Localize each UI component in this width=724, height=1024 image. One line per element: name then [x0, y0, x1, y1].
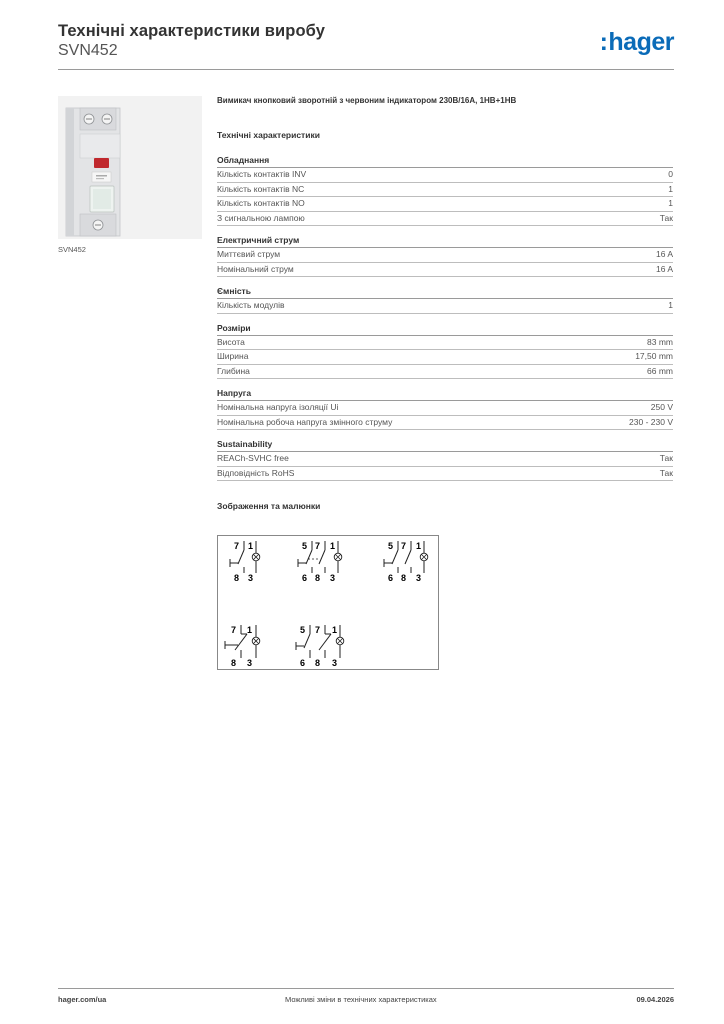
- change-notice: Можливі зміни в технічних характеристиках: [285, 995, 437, 1004]
- section-title: Обладнання: [217, 155, 673, 168]
- terminal-label: 3: [332, 658, 338, 668]
- spec-row: [217, 467, 673, 482]
- terminal-label: 3: [248, 573, 254, 583]
- spec-row: [217, 416, 673, 431]
- terminal-label: 6: [302, 573, 308, 583]
- spec-section-sustainability: [217, 439, 673, 481]
- spec-label: Кількість контактів NC: [217, 183, 305, 194]
- terminal-label: 1: [332, 625, 338, 635]
- spec-row: [217, 336, 673, 351]
- terminal-label: 8: [231, 658, 237, 668]
- logo-text: hager: [608, 28, 674, 56]
- spec-section-current: [217, 235, 673, 277]
- terminal-label: 8: [315, 573, 321, 583]
- spec-label: Номінальний струм: [217, 263, 294, 274]
- product-description: Вимикач кнопковий зворотній з червоним індикатором 230В/16А, 1НВ+1НВ: [217, 96, 517, 105]
- terminal-label: 8: [315, 658, 321, 668]
- section-title: Sustainability: [217, 439, 673, 452]
- spec-label: Кількість модулів: [217, 300, 285, 310]
- terminal-label: 8: [401, 573, 407, 583]
- terminal-label: 8: [234, 573, 240, 583]
- terminal-label: 7: [315, 541, 321, 551]
- spec-row: [217, 248, 673, 263]
- diagram-5: [296, 625, 344, 668]
- spec-value: 250 V: [650, 402, 673, 412]
- technical-specs-heading: Технічні характеристики: [217, 130, 320, 140]
- terminal-label: 3: [247, 658, 253, 668]
- product-code: SVN452: [58, 42, 118, 59]
- spec-label: Номінальна напруга ізоляції Ui: [217, 402, 339, 412]
- spec-value: 83 mm: [647, 336, 673, 347]
- terminal-label: 1: [248, 541, 254, 551]
- spec-label: Кількість контактів INV: [217, 169, 307, 179]
- spec-value: 1: [668, 300, 673, 310]
- spec-section-voltage: [217, 388, 673, 430]
- terminal-label: 1: [330, 541, 336, 551]
- terminal-label: 7: [234, 541, 240, 551]
- spec-label: Миттєвий струм: [217, 249, 281, 259]
- red-indicator: [94, 158, 109, 168]
- spec-value: Так: [659, 467, 673, 478]
- spec-row: [217, 263, 673, 278]
- spec-label: REACh-SVHC free: [217, 453, 289, 463]
- section-title: Розміри: [217, 323, 673, 336]
- spec-value: 66 mm: [647, 365, 673, 376]
- spec-label: Номінальна робоча напруга змінного струму: [217, 416, 393, 427]
- spec-row: [217, 365, 673, 380]
- page-header: [58, 22, 674, 70]
- hager-logo: :hager: [599, 28, 674, 56]
- document-date: 09.04.2026: [636, 995, 674, 1004]
- spec-section-equipment: [217, 155, 673, 226]
- diagram-1: [230, 541, 260, 583]
- spec-label: Відповідність RoHS: [217, 467, 295, 478]
- spec-label: Кількість контактів NO: [217, 198, 305, 208]
- diagram-3: [384, 541, 428, 583]
- terminal-label: 7: [315, 625, 321, 635]
- footer-divider: [58, 988, 674, 989]
- spec-label: З сигнальною лампою: [217, 212, 305, 223]
- spec-label: Ширина: [217, 351, 249, 361]
- website-link[interactable]: hager.com/ua: [58, 995, 107, 1004]
- terminal-label: 1: [247, 625, 253, 635]
- terminal-label: 6: [388, 573, 394, 583]
- spec-label: Глибина: [217, 365, 250, 376]
- product-image: [58, 96, 202, 239]
- terminal-label: 3: [330, 573, 336, 583]
- product-photo-illustration: [58, 96, 202, 239]
- product-image-caption: SVN452: [58, 245, 86, 254]
- terminal-label: 5: [388, 541, 394, 551]
- spec-row: [217, 212, 673, 227]
- section-title: Напруга: [217, 388, 673, 401]
- section-title: Ємність: [217, 286, 673, 299]
- spec-row: [217, 197, 673, 212]
- document-title: Технічні характеристики виробу: [58, 22, 325, 40]
- images-heading: Зображення та малюнки: [217, 501, 321, 511]
- spec-value: 17,50 mm: [635, 351, 673, 361]
- terminal-label: 1: [416, 541, 422, 551]
- terminal-label: 5: [302, 541, 308, 551]
- spec-row: [217, 183, 673, 198]
- spec-value: 230 - 230 V: [629, 416, 673, 427]
- terminal-label: 5: [300, 625, 306, 635]
- spec-value: 16 A: [655, 263, 673, 274]
- spec-section-dimensions: [217, 323, 673, 380]
- terminal-label: 7: [231, 625, 237, 635]
- section-title: Електричний струм: [217, 235, 673, 248]
- terminal-label: 3: [416, 573, 422, 583]
- diagram-4: [225, 625, 260, 668]
- wiring-diagrams: [217, 535, 439, 670]
- page-footer: [58, 995, 674, 1007]
- spec-value: 1: [668, 198, 673, 208]
- spec-row: [217, 350, 673, 365]
- spec-value: 16 A: [655, 249, 673, 259]
- spec-value: 1: [668, 183, 673, 194]
- spec-row: [217, 401, 673, 416]
- header-divider: [58, 69, 674, 70]
- wiring-diagrams-svg: [218, 536, 438, 669]
- diagram-2: [298, 541, 342, 583]
- spec-label: Висота: [217, 336, 245, 347]
- spec-value: Так: [659, 212, 673, 223]
- spec-value: 0: [668, 169, 673, 179]
- spec-value: Так: [659, 453, 673, 463]
- specifications-panel: [217, 96, 673, 515]
- spec-row: [217, 168, 673, 183]
- terminal-label: 7: [401, 541, 407, 551]
- spec-section-capacity: [217, 286, 673, 314]
- spec-row: [217, 299, 673, 314]
- terminal-label: 6: [300, 658, 306, 668]
- spec-row: [217, 452, 673, 467]
